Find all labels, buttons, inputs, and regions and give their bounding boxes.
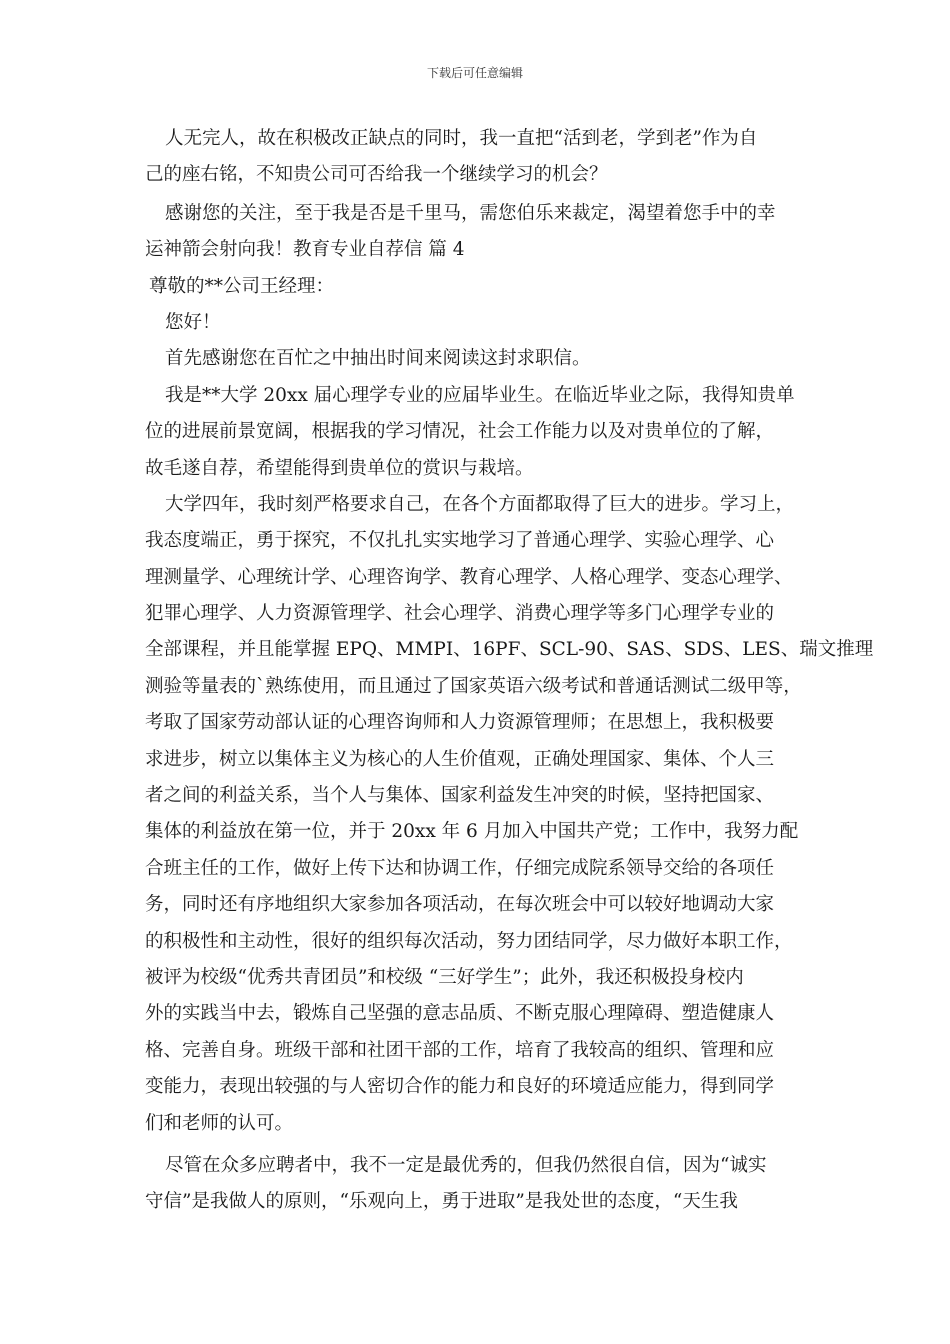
text-line: 位的进展前景宽阔，根据我的学习情况，社会工作能力以及对贵单位的了解， bbox=[145, 421, 775, 443]
text-line: 务，同时还有序地组织大家参加各项活动，在每次班会中可以较好地调动大家 bbox=[145, 894, 775, 916]
text-line: 守信”是我做人的原则，“乐观向上，勇于进取”是我处世的态度，“天生我 bbox=[145, 1191, 738, 1213]
text-line: 全部课程，并且能掌握 EPQ、MMPI、16PF、SCL-90、SAS、SDS、LES、瑞文推理 bbox=[145, 639, 874, 661]
text-line: 大学四年，我时刻严格要求自己，在各个方面都取得了巨大的进步。学习上， bbox=[165, 493, 795, 515]
text-line: 人无完人，故在积极改正缺点的同时，我一直把“活到老，学到老”作为自 bbox=[165, 128, 758, 149]
text-line: 的积极性和主动性，很好的组织每次活动，努力团结同学，尽力做好本职工作， bbox=[145, 930, 793, 952]
greeting: 您好！ bbox=[165, 311, 221, 333]
text-line: 己的座右铭，不知贵公司可否给我一个继续学习的机会？ bbox=[145, 164, 608, 186]
text-line: 被评为校级“优秀共青团员”和校级 “三好学生”；此外，我还积极投身校内 bbox=[145, 966, 744, 988]
text-line: 我是**大学 20xx 届心理学专业的应届毕业生。在临近毕业之际，我得知贵单 bbox=[165, 384, 795, 406]
page-header: 下载后可任意编辑 bbox=[426, 66, 523, 80]
text-line: 犯罪心理学、人力资源管理学、社会心理学、消费心理学等多门心理学专业的 bbox=[145, 603, 775, 625]
text-line: 感谢您的关注，至于我是否是千里马，需您伯乐来裁定，渴望着您手中的幸 bbox=[165, 202, 776, 224]
text-line: 理测量学、心理统计学、心理咨询学、教育心理学、人格心理学、变态心理学、 bbox=[145, 566, 793, 588]
text-line: 者之间的利益关系，当个人与集体、国家利益发生冲突的时候，坚持把国家、 bbox=[145, 785, 775, 807]
text-line: 尽管在众多应聘者中，我不一定是最优秀的，但我仍然很自信，因为“诚实 bbox=[165, 1154, 767, 1176]
letter-body bbox=[145, 121, 874, 1221]
text-line: 运神箭会射向我！教育专业自荐信 篇 4 bbox=[145, 239, 465, 261]
text-line: 求进步，树立以集体主义为核心的人生价值观，正确处理国家、集体、个人三 bbox=[145, 748, 775, 770]
salutation: 尊敬的**公司王经理： bbox=[149, 275, 335, 297]
text-line: 首先感谢您在百忙之中抽出时间来阅读这封求职信。 bbox=[165, 348, 591, 370]
text-line: 故毛遂自荐，希望能得到贵单位的赏识与栽培。 bbox=[145, 457, 534, 479]
text-line: 格、完善自身。班级干部和社团干部的工作，培育了我较高的组织、管理和应 bbox=[145, 1039, 775, 1061]
text-line: 考取了国家劳动部认证的心理咨询师和人力资源管理师；在思想上，我积极要 bbox=[145, 712, 775, 734]
text-line: 我态度端正，勇于探究，不仅扎扎实实地学习了普通心理学、实验心理学、心 bbox=[145, 530, 775, 552]
text-line: 合班主任的工作，做好上传下达和协调工作，仔细完成院系领导交给的各项任 bbox=[145, 857, 775, 879]
text-line: 变能力，表现出较强的与人密切合作的能力和良好的环境适应能力，得到同学 bbox=[145, 1076, 775, 1098]
text-line: 外的实践当中去，锻炼自己坚强的意志品质、不断克服心理障碍、塑造健康人 bbox=[145, 1003, 775, 1025]
text-line: 测验等量表的`熟练使用，而且通过了国家英语六级考试和普通话测试二级甲等， bbox=[145, 675, 802, 697]
text-line: 们和老师的认可。 bbox=[145, 1112, 294, 1134]
text-line: 集体的利益放在第一位，并于 20xx 年 6 月加入中国共产党；工作中，我努力配 bbox=[145, 821, 799, 843]
